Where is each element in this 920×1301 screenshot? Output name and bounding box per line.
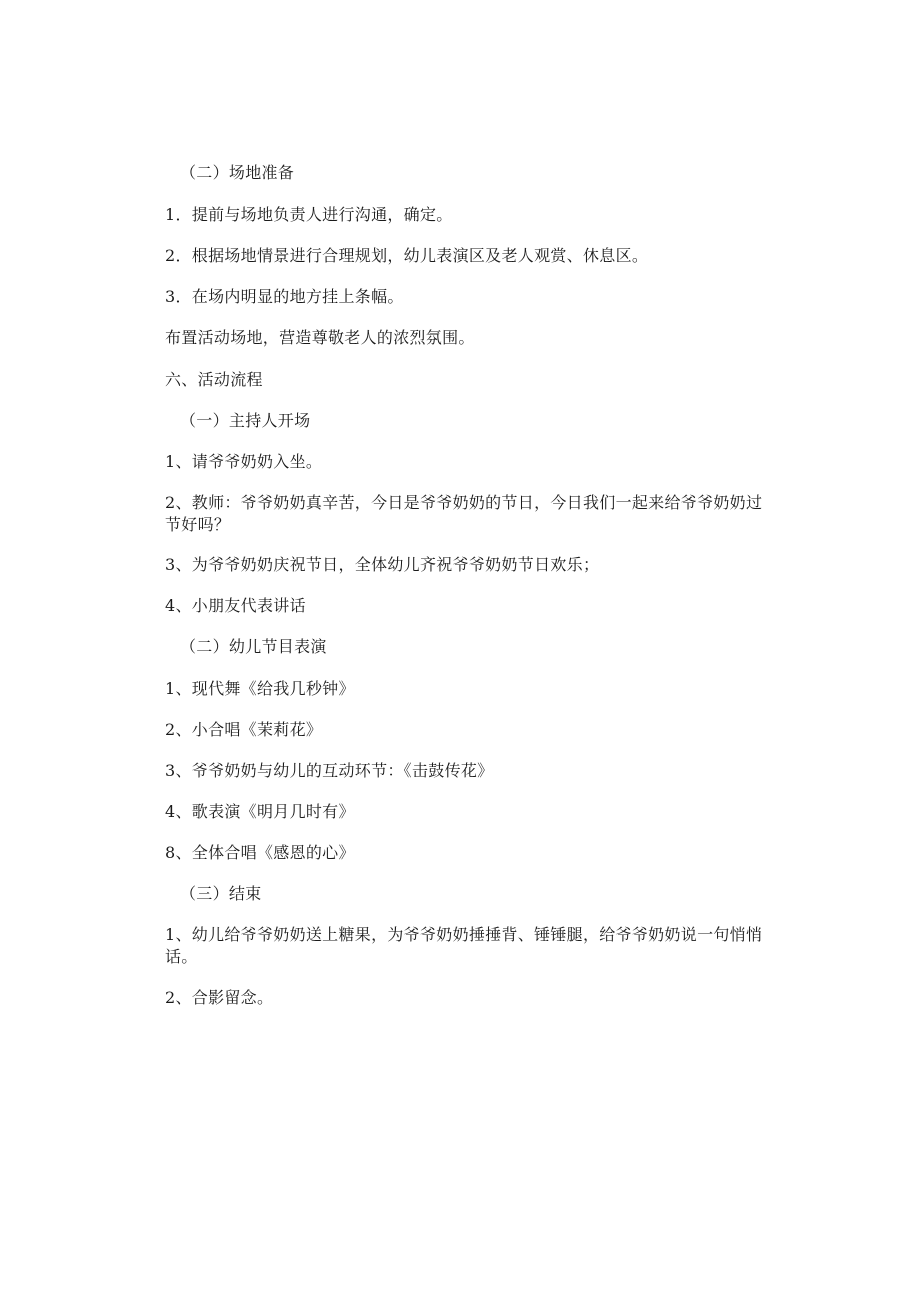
paragraph: 布置活动场地，营造尊敬老人的浓烈氛围。 [165,328,475,347]
list-item: 3、为爷爷奶奶庆祝节日，全体幼儿齐祝爷爷奶奶节日欢乐； [165,555,600,574]
list-item: 2．根据场地情景进行合理规划，幼儿表演区及老人观赏、休息区。 [165,246,649,265]
list-item: 1、现代舞《给我几秒钟》 [165,679,355,698]
list-item: 4、小朋友代表讲话 [165,596,306,615]
list-item: 1．提前与场地负责人进行沟通，确定。 [165,205,453,224]
list-item: 4、歌表演《明月几时有》 [165,802,355,821]
list-item: 2、小合唱《茉莉花》 [165,720,323,739]
section-heading-process: 六、活动流程 [165,370,263,389]
list-item: 2、合影留念。 [165,988,274,1007]
list-item: 1、请爷爷奶奶入坐。 [165,452,323,471]
list-item: 3．在场内明显的地方挂上条幅。 [165,287,404,306]
list-item: 3、爷爷奶奶与幼儿的互动环节：《击鼓传花》 [165,761,494,780]
list-item: 2、教师：爷爷奶奶真辛苦，今日是爷爷奶奶的节日，今日我们一起来给爷爷奶奶过节好吗？ [165,493,763,534]
list-item: 1、幼儿给爷爷奶奶送上糖果，为爷爷奶奶捶捶背、锤锤腿，给爷爷奶奶说一句悄悄话。 [165,925,763,966]
subsection-heading-performance: （二）幼儿节目表演 [180,637,327,656]
section-heading-venue: （二）场地准备 [180,163,295,182]
subsection-heading-opening: （一）主持人开场 [180,411,311,430]
subsection-heading-ending: （三）结束 [180,884,262,903]
list-item: 8、全体合唱《感恩的心》 [165,843,355,862]
